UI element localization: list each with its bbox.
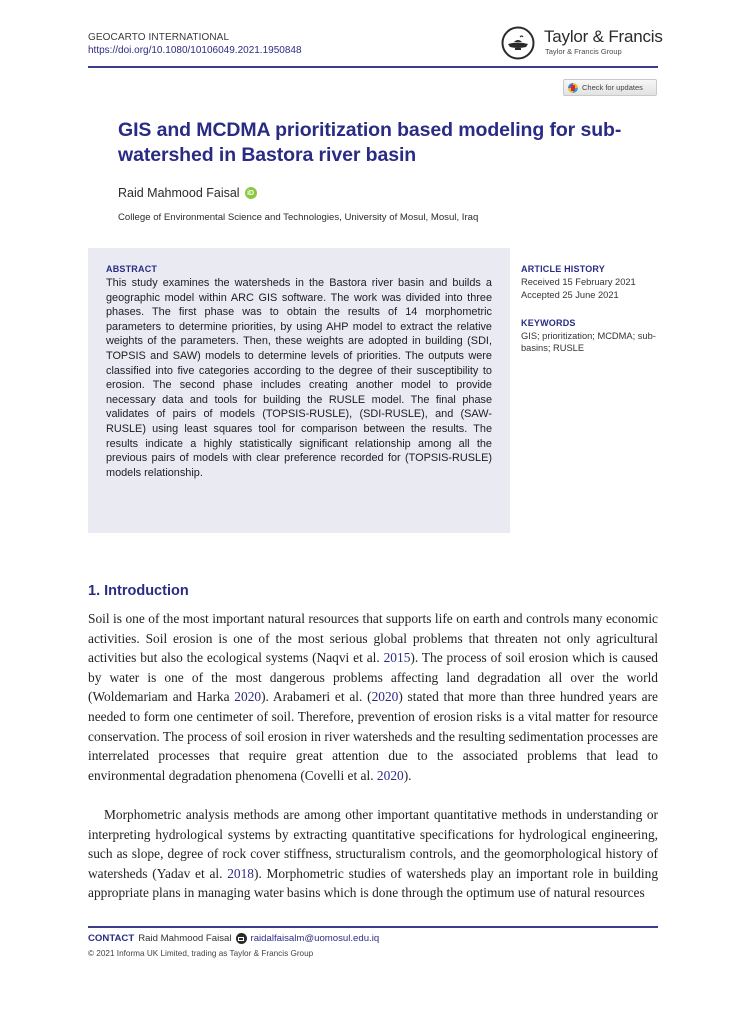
citation-link[interactable]: 2018 — [227, 865, 254, 881]
text-run: ). — [403, 767, 412, 783]
contact-line — [88, 933, 379, 944]
author-affiliation: College of Environmental Science and Technologies, University of Mosul, Mosul, Iraq — [118, 212, 479, 223]
text-run: ). The process of soil erosion which is caused by water is one of the most dangerous problems affecting land degradation all over the world (Woldemariam and Harka — [88, 650, 658, 705]
citation-link[interactable]: 2015 — [383, 650, 411, 666]
footer-divider — [88, 926, 658, 928]
accepted-date: Accepted 25 June 2021 — [521, 290, 619, 300]
author-line — [118, 186, 257, 200]
article-history-heading: ARTICLE HISTORY — [521, 264, 606, 274]
abstract-heading: ABSTRACT — [106, 264, 158, 274]
check-for-updates-label: Check for updates — [582, 83, 643, 92]
contact-name: Raid Mahmood Faisal — [138, 933, 232, 944]
email-icon — [236, 933, 247, 944]
keywords-list: GIS; prioritization; MCDMA; sub-basins; RUSLE — [521, 331, 656, 354]
section-heading-introduction: 1. Introduction — [88, 583, 189, 599]
contact-email-link[interactable]: raidalfaisalm@uomosul.edu.iq — [250, 933, 380, 944]
received-date: Received 15 February 2021 — [521, 277, 636, 287]
intro-paragraph-2 — [88, 805, 658, 903]
publisher-group: Taylor & Francis Group — [545, 47, 622, 56]
citation-link[interactable]: 2020 — [234, 689, 262, 705]
doi-link[interactable]: https://doi.org/10.1080/10106049.2021.1950848 — [88, 45, 302, 56]
text-run: Morphometric analysis methods are among other important quantitative methods in understanding or interpreting hydrological systems by extracting quantitative specifications for hydrological engineering, such as slope, degree of rock cover stiffness, structuralism controls, and the geomorphological history of watersheds (Yadav et al. — [88, 807, 658, 881]
orcid-icon[interactable]: iD — [245, 187, 257, 199]
text-run: ) stated that more than three hundred years are needed to form one centimeter of soil. Therefore, prevention of erosion risks is a vital matter for resource conservation. The process of soil erosion in river watersheds and the resulting sedimentation processes are interrelated processes that require great attention due to the associated problems that lead to environmental degradation phenomena (Covelli et al. — [88, 689, 658, 783]
text-run: ). Morphometric studies of watersheds play an important role in building appropriate plans in managing water basins which is done through the optimum use of natural resources — [88, 865, 659, 901]
citation-link[interactable]: 2020 — [376, 767, 404, 783]
header-divider — [88, 66, 658, 68]
contact-label: CONTACT — [88, 933, 135, 944]
abstract-text: This study examines the watersheds in the Bastora river basin and builds a geographic model within ARC GIS software. The work was divided into three phases. The first phase was to obtain the results of 14 morphometric parameters to determine priorities, by using AHP model to extract the relative weights of the parameters. Then, these weights are adopted in building (SDI, TOPSIS and SAW) models to determine levels of priorities. The outputs were classified into five categories according to the degree of their susceptibility to erosion. The second phase includes creating another model to provide necessary data and tools for building the RUSLE model. The final phase validates of pairs of models (TOPSIS-RUSLE), (SDI-RUSLE), and (SAW-RUSLE) using least squares tool for comparison between the results. The results indicate a highly statistically significant relationship among all the previous pairs of models with clear preference recorded for (TOPSIS-RUSLE) models relationship. — [106, 277, 492, 479]
text-run: Soil is one of the most important natural resources that supports life on earth and controls many economic activities. Soil erosion is one of the most serious global problems that threaten not only agricultural activities but also the ecological systems (Naqvi et al. — [88, 611, 658, 666]
citation-link[interactable]: 2020 — [371, 689, 399, 705]
text-run: ). Arabameri et al. ( — [261, 689, 372, 705]
crossmark-icon — [568, 83, 578, 93]
copyright-notice: © 2021 Informa UK Limited, trading as Taylor & Francis Group — [88, 949, 314, 958]
article-title: GIS and MCDMA prioritization based modeling for sub-watershed in Bastora river basin — [118, 119, 622, 166]
journal-name: GEOCARTO INTERNATIONAL — [88, 32, 230, 43]
taylor-francis-logo-icon — [501, 26, 535, 60]
intro-paragraph-1 — [88, 609, 658, 785]
author-name[interactable]: Raid Mahmood Faisal — [118, 186, 240, 200]
publisher-name: Taylor & Francis — [544, 27, 663, 46]
check-for-updates-button[interactable] — [563, 79, 657, 96]
keywords-heading: KEYWORDS — [521, 318, 576, 328]
